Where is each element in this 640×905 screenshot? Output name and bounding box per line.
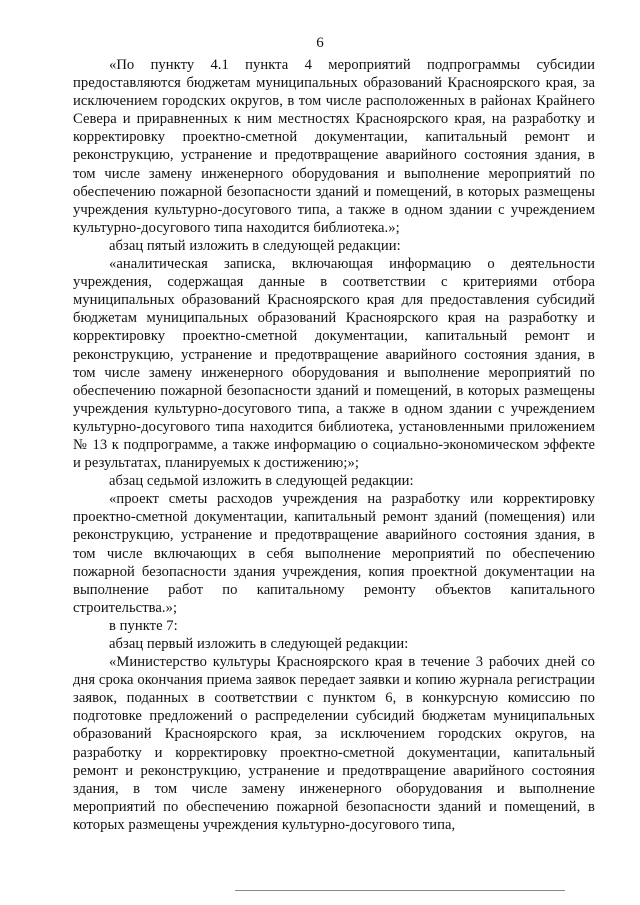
page-number: 6 bbox=[316, 35, 324, 51]
paragraph-instruction-first: абзац первый изложить в следующей редакции: bbox=[109, 636, 409, 652]
paragraph-estimate-draft: «проект сметы расходов учреждения на разработку или корректировку проектно-сметной документации, капитальный ремонт зданий (помещения) или реконструкцию, устранение и предотвращение аварийного состояния здания, в том числе включающих в себя выполнение мероприятий по обеспечению пожарной безопасности здания учреждения, копия проектной документации на выполнение работ по капитальному ремонту объектов капитального строительства.»; bbox=[73, 491, 595, 616]
document-body bbox=[73, 56, 595, 834]
paragraph-instruction-fifth: абзац пятый изложить в следующей редакции: bbox=[109, 237, 401, 254]
footer-divider bbox=[235, 890, 565, 891]
paragraph-analytical-note: «аналитическая записка, включающая информацию о деятельности учреждения, содержащая данные в соответствии с критериями отбора муниципальных образований Красноярского края для предоставления субсидий бюджетам муниципальных образований Красноярского края на разработку и корректировку проектно-сметной документации, капитальный ремонт и реконструкцию, устранение и предотвращение аварийного состояния здания, в том числе замену инженерного оборудования и выполнение мероприятий по обеспечению пожарной безопасности зданий и помещений, в которых размещены учреждения культурно-досугового типа, а также в одном здании с учреждением культурно-досугового типа находится библиотека, установленными приложением № 13 к подпрограмме, а также информацию о социально-экономическом эффекте и результатах, планируемых к достижению;»; bbox=[73, 256, 595, 472]
paragraph-ministry: «Министерство культуры Красноярского края в течение 3 рабочих дней со дня срока окончания приема заявок передает заявки и копию журнала регистрации заявок, поданных в соответствии с пунктом 6, в конкурсную комиссию по подготовке предложений о распределении субсидий бюджетам муниципальных образований Красноярского края, за исключением городских округов, на разработку и корректировку проектно-сметной документации, капитальный ремонт и реконструкцию, устранение и предотвращение аварийного состояния здания, в том числе замену инженерного оборудования и выполнение мероприятий по обеспечению пожарной безопасности зданий и помещений, в которых размещены учреждения культурно-досугового типа, bbox=[73, 654, 595, 833]
paragraph-point-seven: в пункте 7: bbox=[109, 617, 178, 634]
paragraph-subsidy-clause: «По пункту 4.1 пункта 4 мероприятий подпрограммы субсидии предоставляются бюджетам муниципальных образований Красноярского края, за исключением городских округов, в том числе расположенных в районах Крайнего Севера и приравненных к ним местностях Красноярского края, на разработку и корректировку проектно-сметной документации, капитальный ремонт и реконструкцию, устранение и предотвращение аварийного состояния здания, в том числе замену инженерного оборудования и выполнение мероприятий по обеспечению пожарной безопасности зданий и помещений, в которых размещены учреждения культурно-досугового типа, а также в одном здании с учреждением культурно-досугового типа находится библиотека.»; bbox=[73, 57, 595, 236]
paragraph-instruction-seventh: абзац седьмой изложить в следующей редакции: bbox=[109, 473, 414, 490]
